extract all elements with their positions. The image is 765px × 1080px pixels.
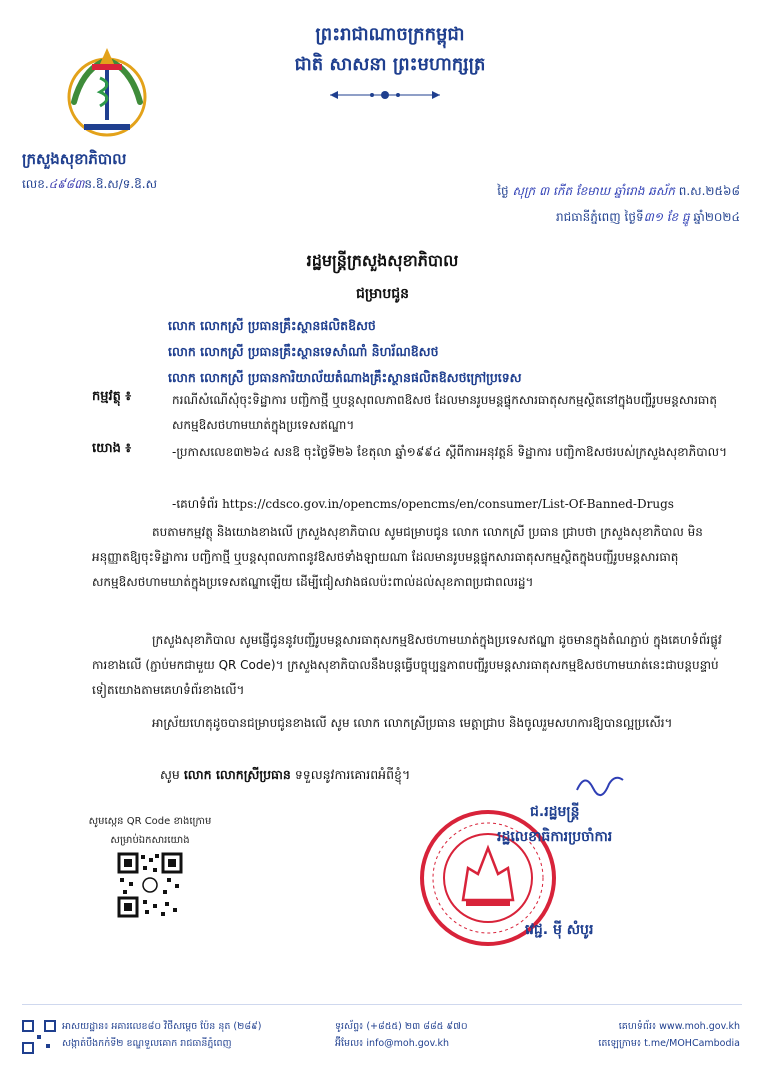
lunar-date [310, 183, 740, 201]
closing-suffix: ទទួលនូវការគោរពអំពីខ្ញុំ។ [294, 767, 411, 782]
qr-instructions [85, 812, 215, 850]
footer-address-line1: អាសយដ្ឋាន៖ អគារលេខ៨០ វិថីសម្ដេច ប៉ែន នុត (២៨៩) [62, 1021, 262, 1032]
footer-divider [22, 1004, 742, 1005]
footer-contact [335, 1018, 468, 1052]
solar-date [310, 209, 740, 227]
solar-handwritten: ៣១ ខែ ធ្នូ [643, 210, 690, 224]
lunar-suffix: ព.ស.២៥៦៨ [678, 184, 740, 198]
qr-note-line2: សម្រាប់ឯកសារយោង [110, 835, 190, 846]
signature-scribble-icon [575, 770, 625, 800]
solar-prefix: រាជធានីភ្នំពេញ ថ្ងៃទី [555, 210, 644, 224]
footer-email[interactable]: អ៊ីមែល៖ info@moh.gov.kh [335, 1038, 450, 1049]
recipient-item: លោក លោកស្រី ប្រធានគ្រឹះស្ថានទេសាំណាំ និហរ័ណឱសថ [168, 344, 439, 359]
reference-url[interactable]: https://cdsco.gov.in/opencms/opencms/en/consumer/List-Of-Banned-Drugs [222, 497, 674, 511]
ref-suffix: ន.ឱ.ស/ទ.ឱ.ស [84, 177, 158, 191]
recipients-list [168, 313, 728, 391]
footer-web [560, 1018, 740, 1052]
ref-handwritten: ៤៩៨៣ [48, 177, 85, 191]
reference-label: យោង ៖ [92, 441, 132, 456]
reference-website-prefix: -គេហទំព័រ [172, 497, 219, 511]
lunar-handwritten: សុក្រ ៣ កើត ខែមាឃ ឆ្នាំរោង ឆស័ក [512, 184, 675, 198]
closing-bold: លោក លោកស្រីប្រធាន [183, 767, 291, 782]
paragraph-3: អាស្រ័យហេតុដូចបានជម្រាបជូនខាងលើ សូម លោក លោកស្រីប្រធាន មេត្តាជ្រាប និងចូលរួមសហការឱ្យបានល្អប្រសើរ។ [152, 716, 673, 730]
qr-note-line1: សូមស្កេន QR Code ខាងក្រោម [88, 816, 212, 827]
footer-telegram[interactable]: តេឡេក្រាម៖ t.me/MOHCambodia [598, 1038, 740, 1049]
solar-suffix: ឆ្នាំ២០២៤ [693, 210, 740, 224]
footer-qr-icon [22, 1020, 56, 1054]
recipient-item: លោក លោកស្រី ប្រធានការិយាល័យតំណាងគ្រឹះស្ថានផលិតឱសថក្រៅប្រទេស [168, 370, 522, 385]
footer-website[interactable]: គេហទំព័រ៖ www.moh.gov.kh [618, 1021, 740, 1032]
reference-number [22, 176, 157, 194]
paragraph-2: ក្រសួងសុខាភិបាល សូមផ្ញើជូននូវបញ្ជីរូបមន្តសារធាតុសកម្មឱសថហាមឃាត់ក្នុងប្រទេសឥណ្ឌា ដូចមានក្នុងតំណភ្ជាប់ ក្នុងគេហទំព័រផ្លូវការខាងលើ (ភ្ជាប់មកជាមួយ QR Code)។ ក្រសួងសុខាភិបាលនឹងបន្តធ្វើបច្ចុប្បន្នភាពបញ្ជីរូបមន្តសារធាតុសកម្មឱសថហាមឃាត់នេះជាបន្តបន្ទាប់ទៀតយោងតាមគេហទំព័រខាងលើ។ [92, 633, 722, 697]
qr-code-icon[interactable] [117, 852, 183, 918]
subject-label: កម្មវត្ថុ ៖ [92, 389, 132, 404]
signatory-name: វេជ្ជ. មុី សំបូរ [525, 922, 594, 938]
ornament-divider-icon [330, 88, 440, 102]
ref-prefix: លេខ. [22, 177, 49, 191]
footer-address-line2: សង្កាត់បឹងកក់ទី២ ខណ្ឌទួលគោក រាជធានីភ្នំពេញ [62, 1038, 232, 1049]
ministry-logo-icon [62, 42, 152, 142]
recipient-item: លោក លោកស្រី ប្រធានគ្រឹះស្ថានផលិតឱសថ [168, 318, 376, 333]
kingdom-motto: ជាតិ សាសនា ព្រះមហាក្សត្រ [294, 54, 486, 75]
reference-item-1: -ប្រកាសលេខ៣២៦៤ សនឱ ចុះថ្ងៃទី២៦ ខែតុលា ឆ្នាំ១៩៩៤ ស្ដីពីការអនុវត្តន៍ ទិដ្ឋាការ បញ្ជិកាឱសថរបស់ក្រសួងសុខាភិបាល។ [172, 445, 727, 459]
ministry-name: ក្រសួងសុខាភិបាល [22, 150, 127, 168]
footer-phone: ទូរស័ព្ទ៖ (+៨៥៥) ២៣ ៨៨៥ ៩៧០ [335, 1021, 468, 1032]
signatory-title: ជ.រដ្ឋមន្ត្រី [530, 804, 580, 820]
kingdom-title: ព្រះរាជាណាចក្រកម្ពុជា [315, 24, 465, 45]
minister-title: រដ្ឋមន្ត្រីក្រសួងសុខាភិបាល [306, 251, 459, 270]
closing-prefix: សូម [160, 767, 180, 782]
footer-address [62, 1018, 261, 1052]
kingdom-header [260, 20, 520, 80]
signatory-position: រដ្ឋលេខាធិការប្រចាំការ [497, 829, 613, 845]
subject-text: ករណីសំណើសុំចុះទិដ្ឋាការ បញ្ជិកាថ្មី ឬបន្តសុពលភាពឱសថ ដែលមានរូបមន្តផ្ទុកសារធាតុសកម្មស្ថិតនៅក្នុងបញ្ជីរូបមន្តសារធាតុសកម្មឱសថហាមឃាត់ក្នុងប្រទេសឥណ្ឌា។ [172, 393, 717, 432]
lunar-prefix: ថ្ងៃ [497, 184, 509, 198]
closing-line [160, 767, 410, 786]
paragraph-1: តបតាមកម្មវត្ថុ និងយោងខាងលើ ក្រសួងសុខាភិបាល សូមជម្រាបជូន លោក លោកស្រី ប្រធាន ជ្រាបថា ក្រសួងសុខាភិបាល មិនអនុញ្ញាតឱ្យចុះទិដ្ឋាការ បញ្ជិកាថ្មី ឬបន្តសុពលភាពនូវឱសថទាំងឡាយណា ដែលមានរូបមន្តផ្ទុកសារធាតុសកម្មស្ថិតក្នុងបញ្ជីរូបមន្តសារធាតុសកម្មឱសថហាមឃាត់ក្នុងប្រទេសឥណ្ឌាឡើយ ដើម្បីជៀសវាងផលប៉ះពាល់ដល់សុខភាពប្រជាពលរដ្ឋ។ [92, 525, 703, 589]
reference-item-2 [172, 492, 732, 517]
recipient-label: ជម្រាបជូន [355, 286, 410, 302]
